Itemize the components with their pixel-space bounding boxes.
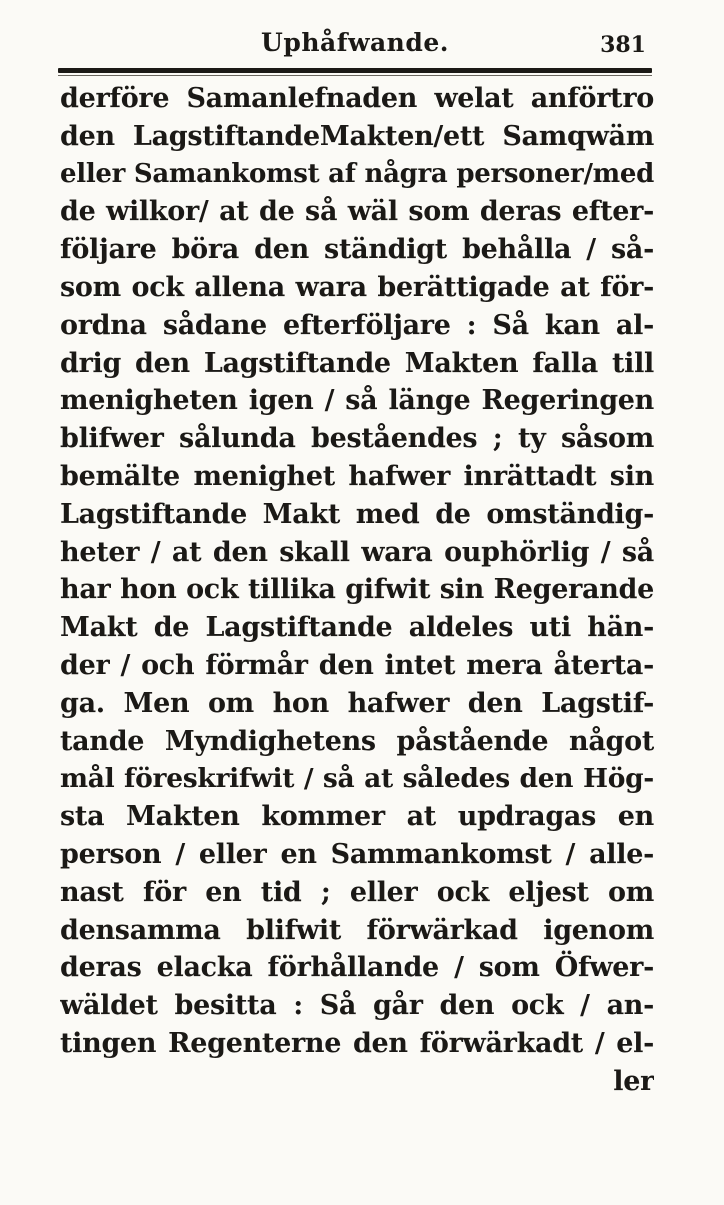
text-line: blifwer sålunda beståendes ; ty såsom bbox=[60, 423, 654, 455]
text-line: person / eller en Sammankomst / alle- bbox=[60, 838, 654, 870]
text-line: drig den Lagstiftande Makten falla till bbox=[60, 347, 654, 379]
text-line: sta Makten kommer at updragas en bbox=[60, 801, 654, 833]
text-line: densamma blifwit förwärkad igenom bbox=[60, 914, 654, 946]
text-line: nast för en tid ; eller ock eljest om bbox=[60, 876, 654, 908]
text-line: eller Samankomst af några personer/med bbox=[60, 158, 654, 189]
text-line: Makt de Lagstiftande aldeles uti hän- bbox=[60, 612, 654, 644]
text-line: wäldet besitta : Så går den ock / an- bbox=[60, 990, 654, 1022]
page-number: 381 bbox=[600, 32, 646, 58]
text-line: ga. Men om hon hafwer den Lagstif- bbox=[60, 687, 654, 719]
text-line: deras elacka förhållande / som Öfwer- bbox=[60, 952, 654, 984]
text-line-catchword: ler bbox=[613, 1065, 654, 1097]
text-line: mål föreskrifwit / så at således den Hög- bbox=[60, 763, 654, 795]
body-text bbox=[60, 80, 654, 1101]
header-rule bbox=[58, 68, 652, 73]
text-line: ordna sådane efterföljare : Så kan al- bbox=[60, 309, 654, 341]
text-line: der / och förmår den intet mera återta- bbox=[60, 649, 654, 681]
text-line: tingen Regenterne den förwärkadt / el- bbox=[60, 1027, 654, 1059]
text-line: de wilkor/ at de så wäl som deras efter- bbox=[60, 196, 654, 228]
text-line: derföre Samanlefnaden welat anförtro bbox=[60, 83, 654, 114]
text-line: heter / at den skall wara ouphörlig / så bbox=[60, 536, 654, 568]
text-line: Lagstiftande Makt med de omständig- bbox=[60, 498, 654, 530]
text-line: bemälte menighet hafwer inrättadt sin bbox=[60, 460, 654, 492]
text-line: den LagstiftandeMakten/ett Samqwäm bbox=[60, 120, 654, 152]
text-line: menigheten igen / så länge Regeringen bbox=[60, 385, 654, 417]
text-line: har hon ock tillika gifwit sin Regerande bbox=[60, 574, 654, 606]
text-line: som ock allena wara berättigade at för- bbox=[60, 271, 654, 303]
page-header bbox=[58, 22, 652, 66]
text-line: följare böra den ständigt behålla / så- bbox=[60, 234, 654, 266]
running-head: Uphåfwande. bbox=[261, 28, 449, 57]
text-line: tande Myndighetens påstående något bbox=[60, 725, 654, 757]
header-rule-thin bbox=[58, 75, 652, 76]
